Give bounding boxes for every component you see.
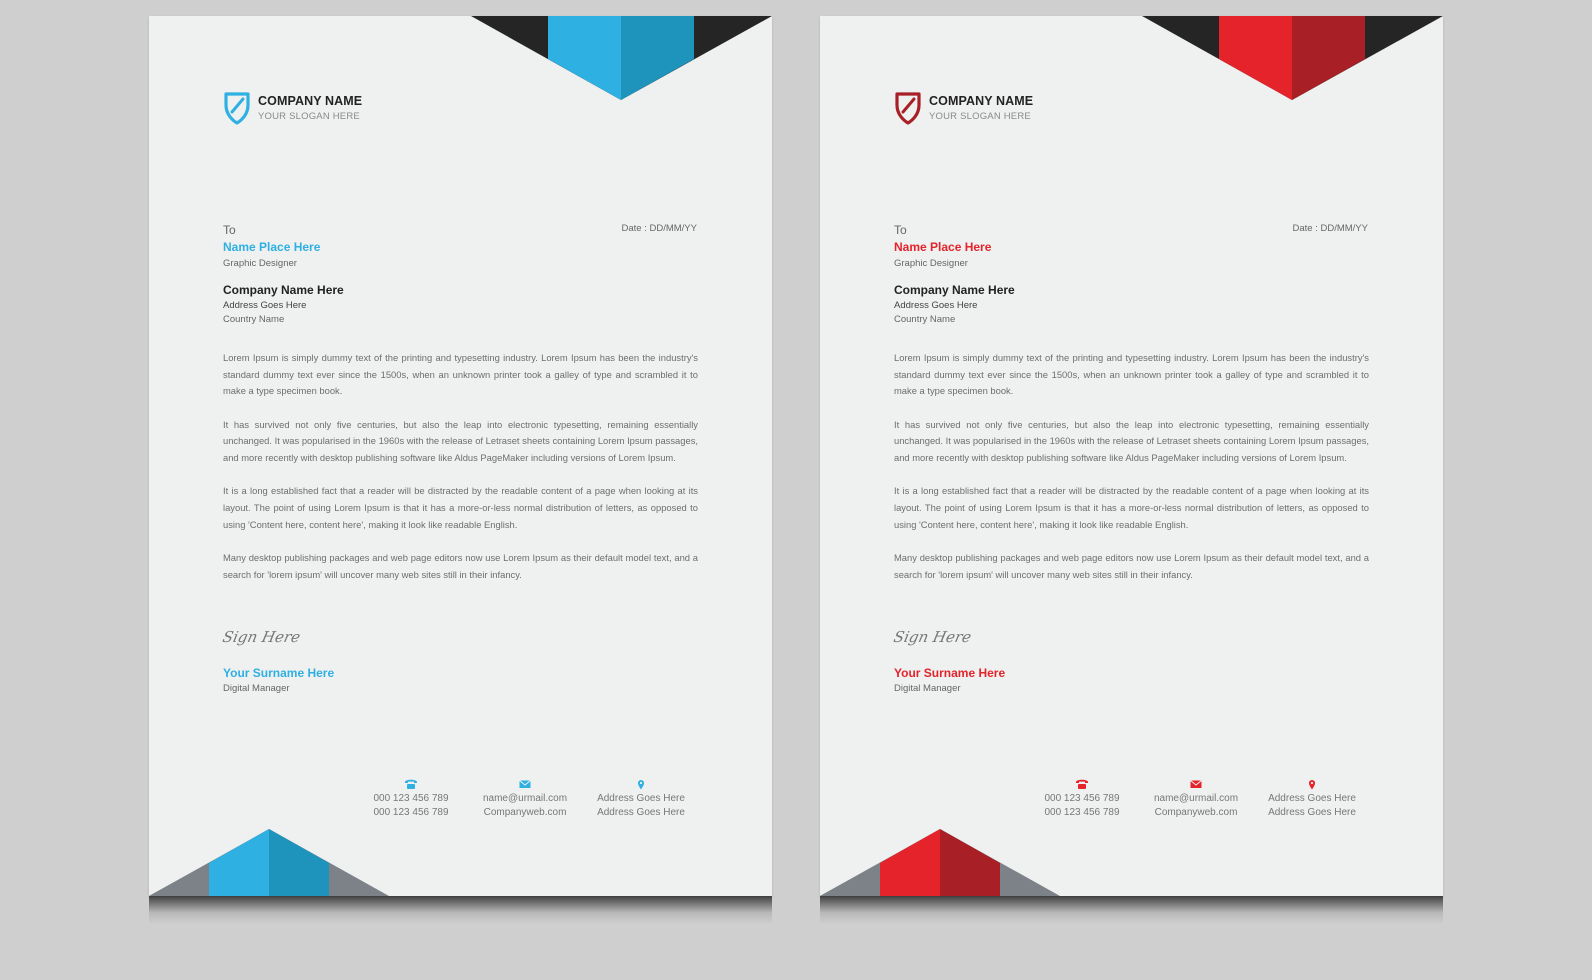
recipient-name: Name Place Here bbox=[894, 240, 992, 254]
body-paragraph: It is a long established fact that a reader will be distracted by the readable content of a page when looking at its layout. The point of using Lorem Ipsum is that it has a more-or-less normal distribution of letters, as opposed to using 'Content here, content here', making it look like readable English. bbox=[894, 485, 1369, 530]
address-line: Address Goes Here bbox=[1268, 807, 1356, 818]
address-line: Address Goes Here bbox=[597, 807, 685, 818]
recipient-company: Company Name Here bbox=[894, 283, 1015, 297]
contact-email bbox=[1141, 778, 1251, 820]
contact-phone bbox=[1027, 778, 1137, 820]
to-label: To bbox=[223, 223, 236, 237]
body-paragraph: It is a long established fact that a reader will be distracted by the readable content of a page when looking at its layout. The point of using Lorem Ipsum is that it has a more-or-less normal distribution of letters, as opposed to using 'Content here, content here', making it look like readable English. bbox=[223, 485, 698, 530]
body-paragraph: It has survived not only five centuries, but also the leap into electronic typesetting, remaining essentially unchanged. It was popularised in the 1960s with the release of Letraset sheets containing Lorem Ipsum passages, and more recently with desktop publishing software like Aldus PageMaker including versions of Lorem Ipsum. bbox=[894, 418, 1369, 464]
recipient-name: Name Place Here bbox=[223, 240, 321, 254]
signer-name: Your Surname Here bbox=[894, 666, 1006, 680]
signature: Sign Here bbox=[892, 628, 974, 646]
body-paragraph: It has survived not only five centuries, but also the leap into electronic typesetting, remaining essentially unchanged. It was popularised in the 1960s with the release of Letraset sheets containing Lorem Ipsum passages, and more recently with desktop publishing software like Aldus PageMaker including versions of Lorem Ipsum. bbox=[223, 418, 698, 464]
contact-address bbox=[1257, 778, 1367, 820]
phone-line: 000 123 456 789 bbox=[1044, 793, 1120, 804]
letter-body bbox=[894, 350, 1369, 600]
page-shadow bbox=[820, 896, 1443, 924]
recipient-country: Country Name bbox=[223, 314, 285, 325]
recipient-country: Country Name bbox=[894, 314, 956, 325]
contact-email bbox=[470, 778, 580, 820]
contact-address bbox=[586, 778, 696, 820]
date-field: Date : DD/MM/YY bbox=[621, 223, 697, 234]
phone-icon bbox=[1075, 778, 1089, 790]
phone-line: 000 123 456 789 bbox=[373, 807, 449, 818]
recipient-address: Address Goes Here bbox=[894, 300, 978, 311]
signer-name: Your Surname Here bbox=[223, 666, 335, 680]
company-slogan: YOUR SLOGAN HERE bbox=[929, 111, 1031, 122]
email-line: name@urmail.com bbox=[482, 793, 568, 804]
recipient-address: Address Goes Here bbox=[223, 300, 307, 311]
shield-logo-icon bbox=[894, 91, 922, 125]
website-line: Companyweb.com bbox=[483, 807, 567, 818]
recipient-role: Graphic Designer bbox=[223, 258, 297, 269]
location-pin-icon bbox=[1305, 778, 1319, 790]
mail-icon bbox=[1189, 778, 1203, 790]
letterhead-red bbox=[820, 16, 1443, 896]
body-paragraph: Many desktop publishing packages and web page editors now use Lorem Ipsum as their default model text, and a search for 'lorem ipsum' will uncover many web sites still in their infancy. bbox=[894, 551, 1369, 580]
recipient-company: Company Name Here bbox=[223, 283, 344, 297]
signature: Sign Here bbox=[221, 628, 303, 646]
mail-icon bbox=[518, 778, 532, 790]
body-paragraph: Lorem Ipsum is simply dummy text of the printing and typesetting industry. Lorem Ipsum has been the industry's standard dummy text ever since the 1500s, when an unknown printer took a galley of type and scrambled it to make a type specimen book. bbox=[223, 352, 698, 397]
shield-logo-icon bbox=[223, 91, 251, 125]
location-pin-icon bbox=[634, 778, 648, 790]
to-label: To bbox=[894, 223, 907, 237]
top-triangle-decoration bbox=[1142, 16, 1443, 100]
website-line: Companyweb.com bbox=[1154, 807, 1238, 818]
top-triangle-decoration bbox=[471, 16, 772, 100]
contact-phone bbox=[356, 778, 466, 820]
phone-line: 000 123 456 789 bbox=[373, 793, 449, 804]
recipient-role: Graphic Designer bbox=[894, 258, 968, 269]
date-field: Date : DD/MM/YY bbox=[1292, 223, 1368, 234]
body-paragraph: Lorem Ipsum is simply dummy text of the printing and typesetting industry. Lorem Ipsum has been the industry's standard dummy text ever since the 1500s, when an unknown printer took a galley of type and scrambled it to make a type specimen book. bbox=[894, 352, 1369, 397]
body-paragraph: Many desktop publishing packages and web page editors now use Lorem Ipsum as their default model text, and a search for 'lorem ipsum' will uncover many web sites still in their infancy. bbox=[223, 551, 698, 580]
company-slogan: YOUR SLOGAN HERE bbox=[258, 111, 360, 122]
address-line: Address Goes Here bbox=[597, 793, 685, 804]
bottom-triangle-decoration bbox=[820, 829, 1060, 896]
phone-line: 000 123 456 789 bbox=[1044, 807, 1120, 818]
signer-role: Digital Manager bbox=[223, 683, 290, 694]
signer-role: Digital Manager bbox=[894, 683, 961, 694]
page-shadow bbox=[149, 896, 772, 924]
company-name: COMPANY NAME bbox=[258, 94, 363, 108]
address-line: Address Goes Here bbox=[1268, 793, 1356, 804]
bottom-triangle-decoration bbox=[149, 829, 389, 896]
phone-icon bbox=[404, 778, 418, 790]
letterhead-blue bbox=[149, 16, 772, 896]
letter-body bbox=[223, 350, 698, 600]
company-name: COMPANY NAME bbox=[929, 94, 1034, 108]
email-line: name@urmail.com bbox=[1153, 793, 1239, 804]
